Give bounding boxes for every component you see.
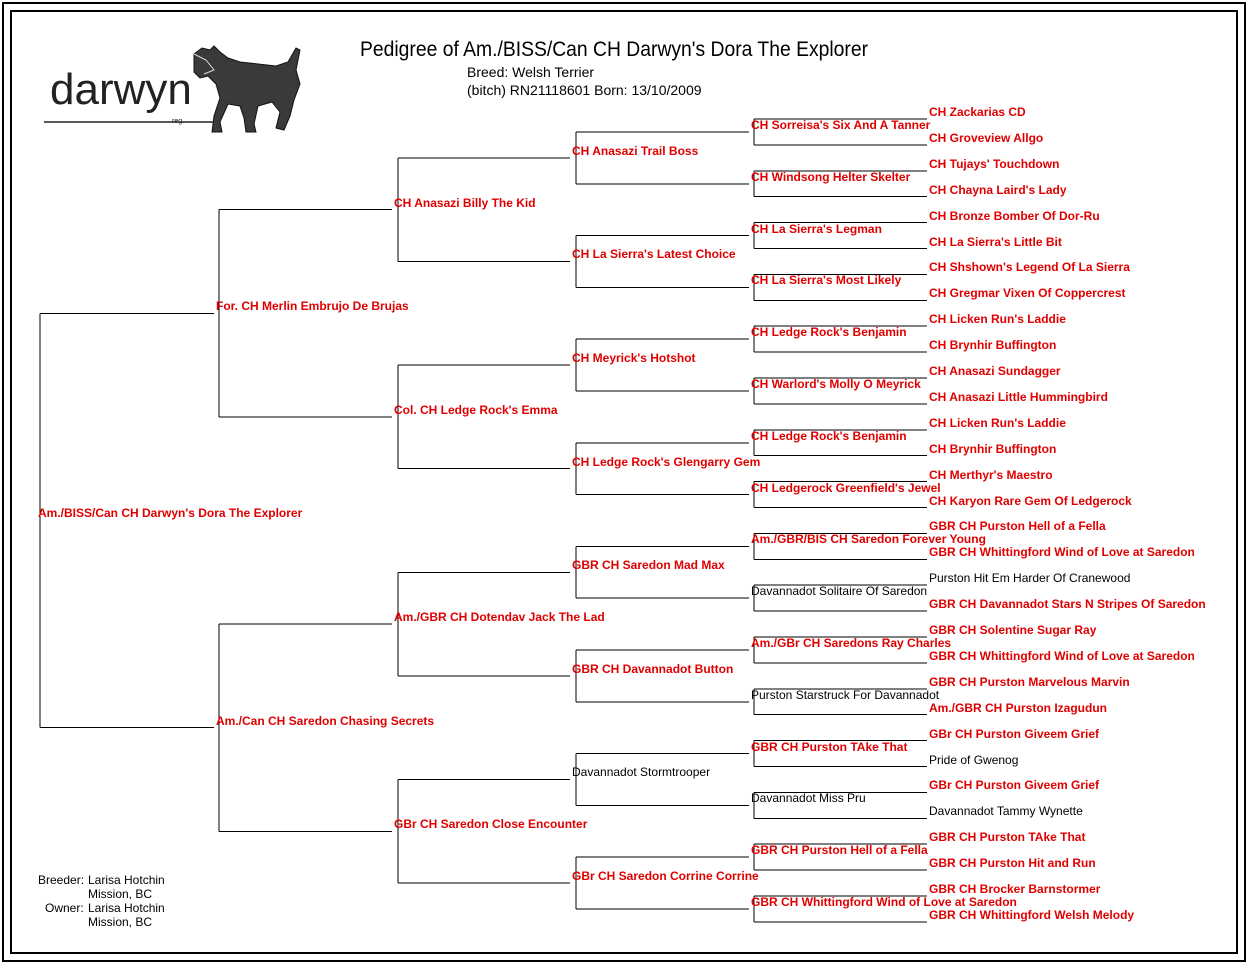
pedigree-gen5-dog[interactable]: GBR CH Whittingford Welsh Melody bbox=[929, 907, 1135, 922]
pedigree-gen4-dog[interactable]: CH La Sierra's Legman bbox=[751, 221, 882, 236]
pedigree-gen5-dog[interactable]: GBr CH Purston Giveem Grief bbox=[929, 778, 1100, 793]
breeder-location: Mission, BC bbox=[88, 887, 153, 901]
pedigree-gen1-dog[interactable]: For. CH Merlin Embrujo De Brujas bbox=[216, 299, 409, 314]
breeder-label: Breeder: bbox=[38, 873, 85, 887]
pedigree-gen5-dog[interactable]: Am./GBR CH Purston Izagudun bbox=[929, 700, 1107, 715]
pedigree-gen3-dog[interactable]: GBR CH Davannadot Button bbox=[572, 661, 734, 676]
pedigree-gen4-dog[interactable]: CH La Sierra's Most Likely bbox=[751, 273, 902, 288]
pedigree-gen5-dog[interactable]: CH Brynhir Buffington bbox=[929, 441, 1057, 456]
pedigree-gen5-dog[interactable]: GBR CH Whittingford Wind of Love at Saredon bbox=[929, 545, 1195, 560]
pedigree-gen4-dog[interactable]: CH Windsong Helter Skelter bbox=[751, 169, 911, 184]
pedigree-gen5-dog[interactable]: Pride of Gwenog bbox=[929, 752, 1019, 767]
pedigree-gen5-dog[interactable]: CH Chayna Laird's Lady bbox=[929, 182, 1067, 197]
pedigree-gen5-dog[interactable]: GBR CH Solentine Sugar Ray bbox=[929, 623, 1097, 637]
pedigree-gen5-dog[interactable]: CH Anasazi Little Hummingbird bbox=[929, 389, 1108, 404]
pedigree-gen2-dog[interactable]: GBr CH Saredon Close Encounter bbox=[394, 817, 588, 832]
pedigree-gen5-dog[interactable]: Davannadot Tammy Wynette bbox=[929, 804, 1083, 819]
pedigree-gen4-dog[interactable]: CH Sorreisa's Six And A Tanner bbox=[751, 117, 931, 132]
pedigree-gen4-dog[interactable]: GBR CH Whittingford Wind of Love at Saredon bbox=[751, 894, 1017, 909]
pedigree-gen4-dog[interactable]: CH Ledgerock Greenfield's Jewel bbox=[751, 480, 941, 495]
pedigree-gen5-dog[interactable]: CH Bronze Bomber Of Dor-Ru bbox=[929, 208, 1100, 223]
pedigree-gen4-dog[interactable]: Purston Starstruck For Davannadot bbox=[751, 687, 940, 702]
pedigree-gen5-dog[interactable]: CH Zackarias CD bbox=[929, 105, 1026, 119]
logo-wordmark: darwyn bbox=[50, 65, 192, 114]
pedigree-gen5-dog[interactable]: CH Merthyr's Maestro bbox=[929, 467, 1053, 482]
breed-line: Breed: Welsh Terrier bbox=[467, 64, 595, 80]
pedigree-gen3-dog[interactable]: CH Meyrick's Hotshot bbox=[572, 351, 696, 366]
pedigree-gen5-dog[interactable]: GBR CH Brocker Barnstormer bbox=[929, 882, 1101, 896]
pedigree-gen3-dog[interactable]: Davannadot Stormtrooper bbox=[572, 765, 711, 780]
pedigree-gen5-dog[interactable]: CH Brynhir Buffington bbox=[929, 338, 1057, 353]
pedigree-gen5-dog[interactable]: GBR CH Purston Marvelous Marvin bbox=[929, 674, 1130, 689]
pedigree-gen5-dog[interactable]: GBR CH Purston Hit and Run bbox=[929, 856, 1096, 871]
pedigree-gen4-dog[interactable]: Davannadot Solitaire Of Saredon bbox=[751, 584, 928, 599]
owner-name: Larisa Hotchin bbox=[88, 901, 165, 915]
pedigree-gen4-dog[interactable]: GBR CH Purston Hell of a Fella bbox=[751, 843, 928, 858]
pedigree-gen3-dog[interactable]: CH Anasazi Trail Boss bbox=[572, 143, 699, 158]
pedigree-gen5-dog[interactable]: CH Groveview Allgo bbox=[929, 130, 1044, 145]
pedigree-gen3-dog[interactable]: CH Ledge Rock's Glengarry Gem bbox=[572, 454, 761, 469]
pedigree-gen4-dog[interactable]: Davannadot Miss Pru bbox=[751, 791, 866, 806]
pedigree-gen5-dog[interactable]: GBR CH Purston Hell of a Fella bbox=[929, 519, 1106, 534]
pedigree-gen5-dog[interactable]: CH Licken Run's Laddie bbox=[929, 415, 1066, 430]
logo-reg-mark: reg. bbox=[172, 118, 185, 125]
pedigree-gen2-dog[interactable]: Am./GBR CH Dotendav Jack The Lad bbox=[394, 610, 605, 625]
pedigree-gen2-dog[interactable]: Col. CH Ledge Rock's Emma bbox=[394, 402, 558, 417]
pedigree-gen5-dog[interactable]: CH Gregmar Vixen Of Coppercrest bbox=[929, 286, 1126, 301]
pedigree-gen3-dog[interactable]: GBr CH Saredon Corrine Corrine bbox=[572, 869, 759, 884]
pedigree-gen4-dog[interactable]: Am./GBR/BIS CH Saredon Forever Young bbox=[751, 532, 986, 547]
pedigree-gen3-dog[interactable]: GBR CH Saredon Mad Max bbox=[572, 558, 725, 573]
pedigree-gen5-dog[interactable]: CH Shshown's Legend Of La Sierra bbox=[929, 260, 1130, 275]
pedigree-gen5-dog[interactable]: GBR CH Whittingford Wind of Love at Saredon bbox=[929, 648, 1195, 663]
pedigree-gen5-dog[interactable]: CH Anasazi Sundagger bbox=[929, 364, 1061, 378]
page-title: Pedigree of Am./BISS/Can CH Darwyn's Dora The Explorer bbox=[360, 38, 869, 61]
breeder-name: Larisa Hotchin bbox=[88, 873, 165, 887]
pedigree-gen5-dog[interactable]: CH Karyon Rare Gem Of Ledgerock bbox=[929, 493, 1132, 508]
pedigree-gen3-dog[interactable]: CH La Sierra's Latest Choice bbox=[572, 247, 736, 262]
pedigree-gen5-dog[interactable]: CH La Sierra's Little Bit bbox=[929, 234, 1062, 249]
owner-location: Mission, BC bbox=[88, 915, 153, 929]
registration-line: (bitch) RN21118601 Born: 13/10/2009 bbox=[467, 82, 702, 98]
pedigree-gen5-dog[interactable]: GBR CH Davannadot Stars N Stripes Of Saredon bbox=[929, 597, 1206, 612]
pedigree-gen5-dog[interactable]: GBR CH Purston TAke That bbox=[929, 830, 1086, 845]
pedigree-gen5-dog[interactable]: CH Tujays' Touchdown bbox=[929, 156, 1060, 171]
pedigree-gen4-dog[interactable]: CH Ledge Rock's Benjamin bbox=[751, 325, 907, 340]
pedigree-gen5-dog[interactable]: CH Licken Run's Laddie bbox=[929, 312, 1066, 327]
subject-dog[interactable]: Am./BISS/Can CH Darwyn's Dora The Explorer bbox=[38, 506, 303, 521]
pedigree-gen4-dog[interactable]: CH Warlord's Molly O Meyrick bbox=[751, 376, 921, 391]
pedigree-gen1-dog[interactable]: Am./Can CH Saredon Chasing Secrets bbox=[216, 713, 435, 728]
pedigree-gen5-dog[interactable]: GBr CH Purston Giveem Grief bbox=[929, 726, 1100, 741]
pedigree-gen4-dog[interactable]: GBR CH Purston TAke That bbox=[751, 739, 908, 754]
pedigree-gen4-dog[interactable]: Am./GBr CH Saredons Ray Charles bbox=[751, 635, 952, 650]
pedigree-gen2-dog[interactable]: CH Anasazi Billy The Kid bbox=[394, 195, 536, 210]
pedigree-gen4-dog[interactable]: CH Ledge Rock's Benjamin bbox=[751, 428, 907, 443]
owner-label: Owner: bbox=[45, 901, 84, 915]
pedigree-gen5-dog[interactable]: Purston Hit Em Harder Of Cranewood bbox=[929, 571, 1131, 586]
